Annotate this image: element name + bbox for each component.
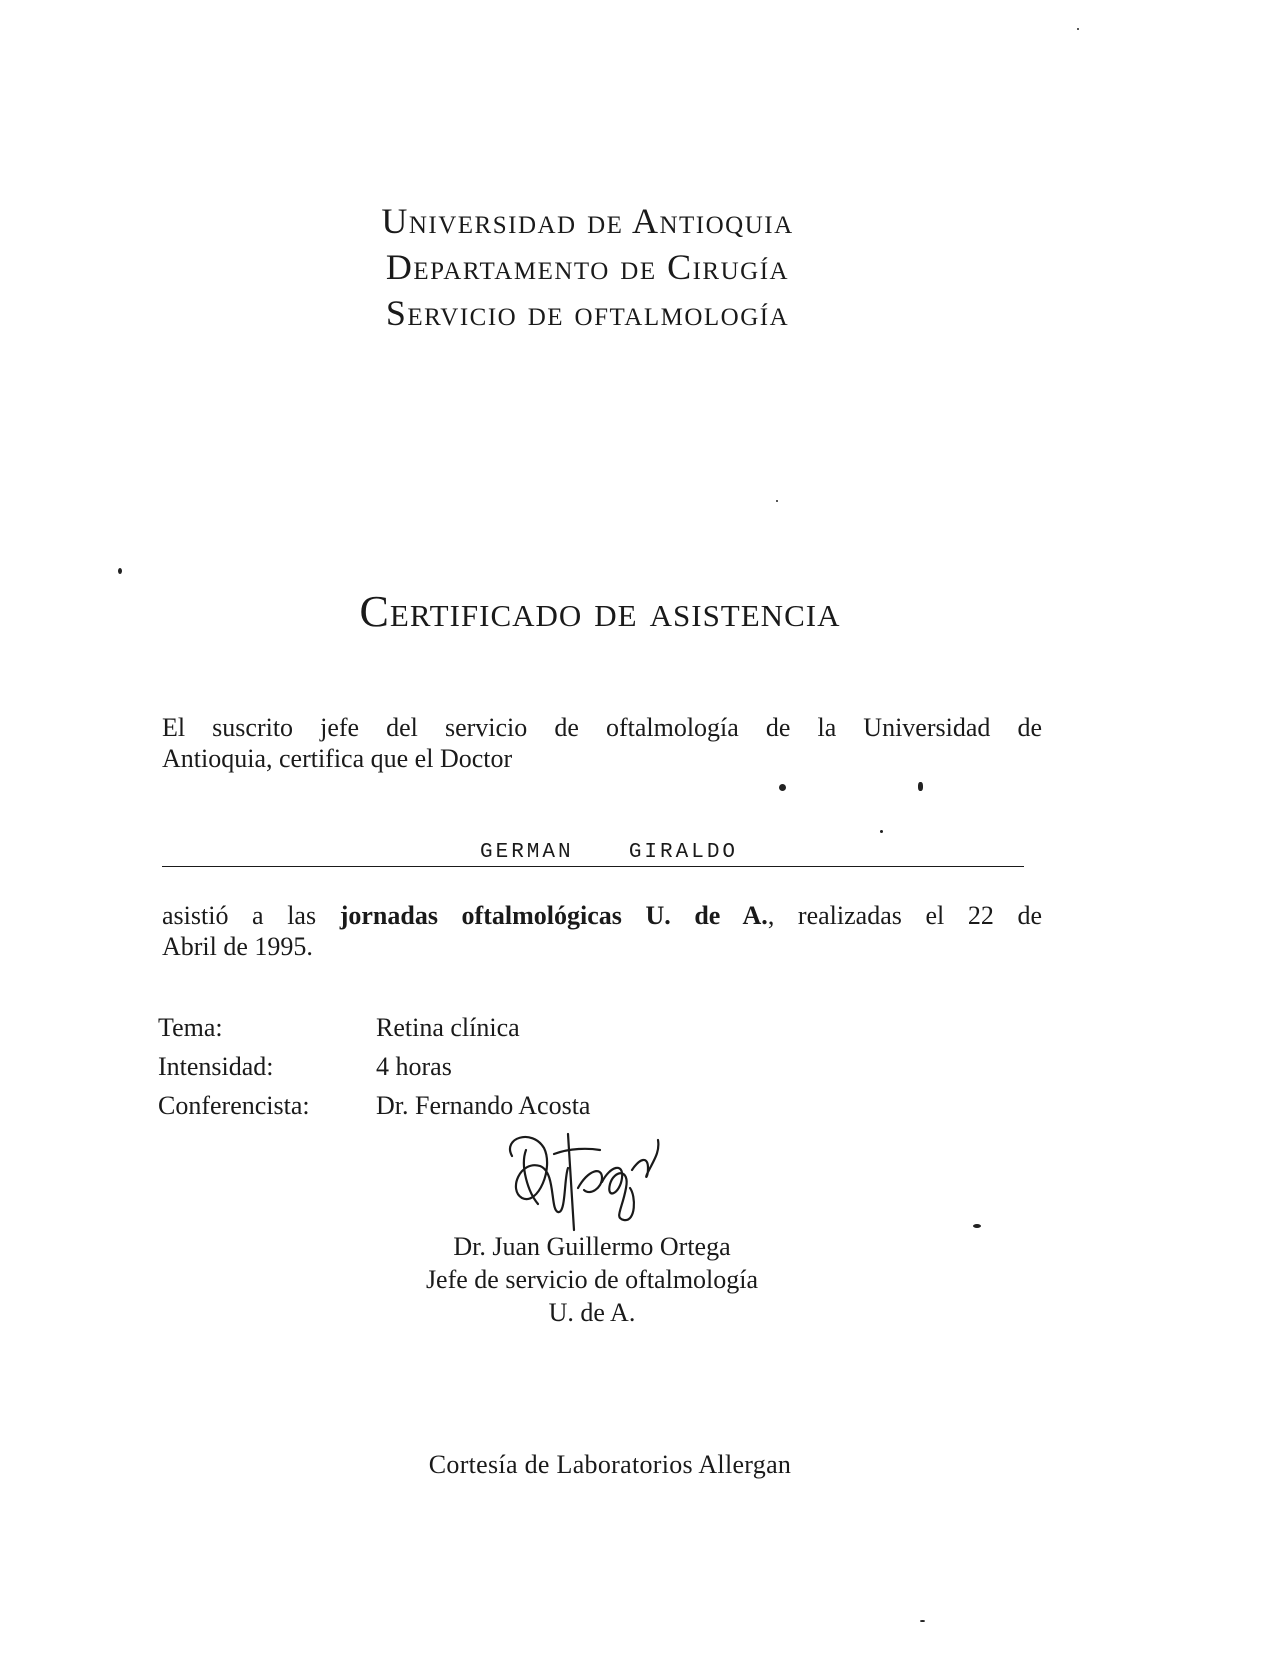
scan-speck (779, 784, 786, 791)
detail-row-topic (158, 1008, 590, 1047)
attendance-text-1: asistió a las (162, 901, 340, 930)
attendance-line-1 (162, 900, 1042, 931)
detail-row-duration (158, 1047, 590, 1086)
recipient-name: GERMAN GIRALDO (480, 841, 739, 864)
department-name: Departamento de Cirugía (385, 247, 790, 287)
scan-speck (776, 500, 778, 502)
intro-line-2: Antioquia, certifica que el Doctor (162, 744, 513, 773)
event-name: jornadas oftalmológicas U. de A. (339, 901, 768, 930)
signer-block (352, 1230, 832, 1329)
institution-header (300, 198, 860, 336)
service-name: Servicio de oftalmología (385, 293, 790, 333)
scan-speck (118, 568, 122, 574)
detail-row-speaker (158, 1086, 590, 1125)
courtesy-note: Cortesía de Laboratorios Allergan (428, 1450, 792, 1479)
intro-paragraph (162, 712, 1042, 774)
signer-role: Jefe de servicio de oftalmología (425, 1265, 759, 1294)
recipient-name-line (162, 832, 1024, 867)
duration-label: Intensidad: (158, 1052, 274, 1081)
scan-speck (918, 782, 923, 791)
topic-label: Tema: (158, 1013, 223, 1042)
intro-line-1: El suscrito jefe del servicio de oftalmología de la Universidad de (162, 713, 1042, 742)
attendance-text-2: , realizadas el 22 de (767, 901, 1042, 930)
topic-value: Retina clínica (376, 1013, 520, 1042)
scan-speck (1077, 28, 1079, 30)
handwritten-signature (498, 1126, 688, 1236)
university-name: Universidad de Antioquia (381, 201, 794, 241)
attendance-paragraph (162, 900, 1042, 962)
speaker-value: Dr. Fernando Acosta (376, 1091, 591, 1120)
attendance-line-2: Abril de 1995. (162, 932, 313, 961)
signer-institution: U. de A. (548, 1298, 636, 1327)
speaker-label: Conferencista: (158, 1091, 310, 1120)
scan-speck (973, 1224, 981, 1228)
scan-speck (920, 1620, 925, 1622)
certificate-title: Certificado de asistencia (359, 587, 841, 636)
scan-speck (880, 830, 883, 833)
event-details (158, 1008, 590, 1125)
duration-value: 4 horas (376, 1052, 452, 1081)
signer-name: Dr. Juan Guillermo Ortega (453, 1232, 731, 1261)
